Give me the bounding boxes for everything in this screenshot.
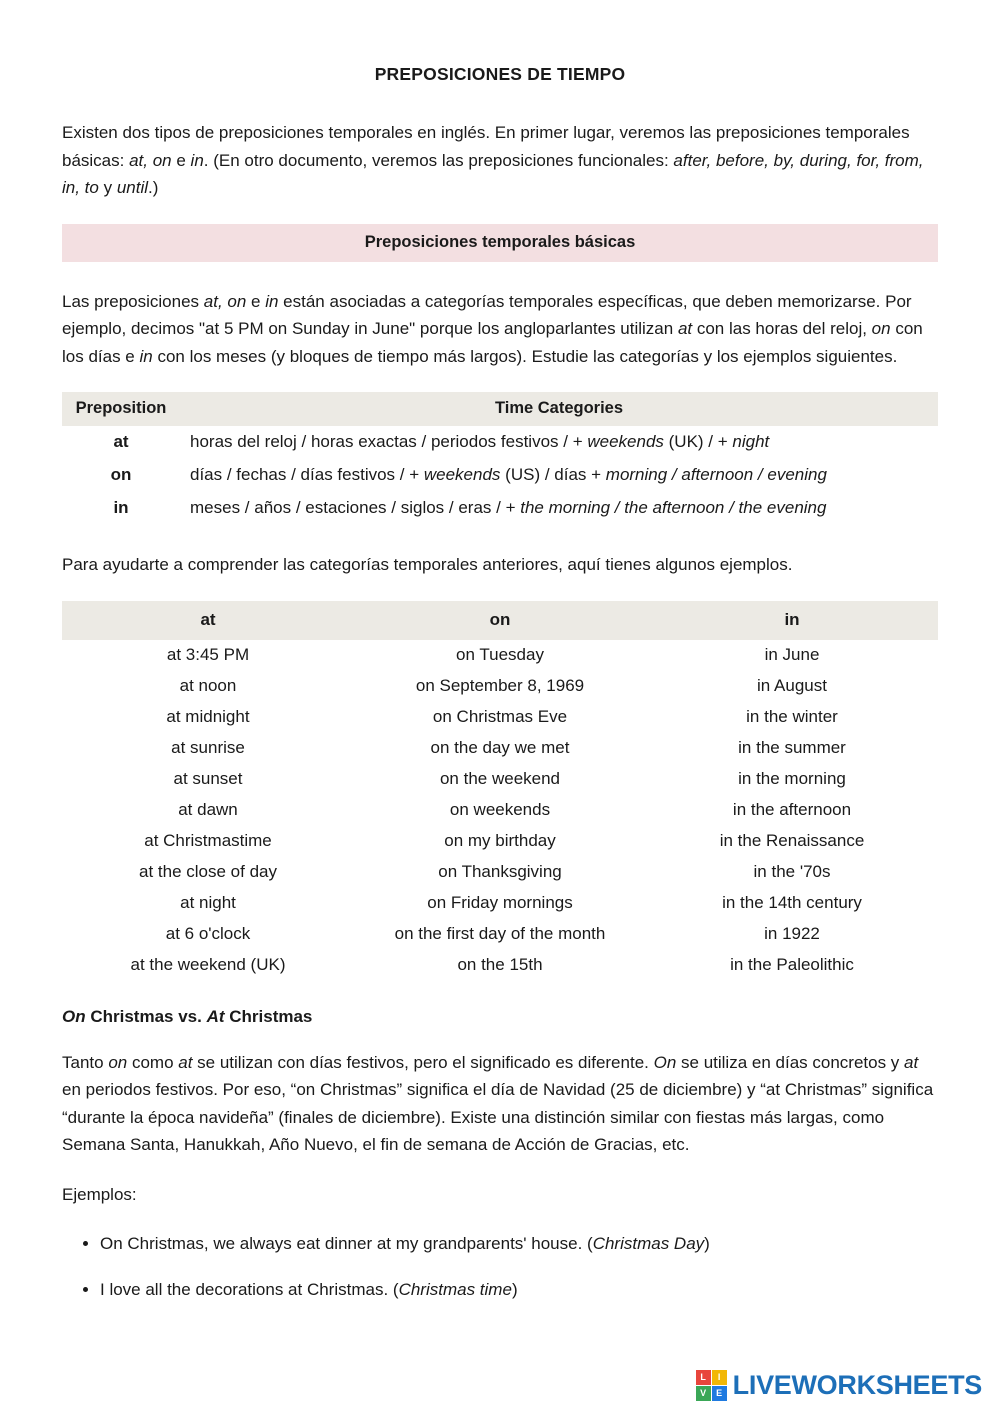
cell-in: in August (757, 675, 827, 695)
fourth-italic-1: on (108, 1052, 128, 1072)
cell-at: at the weekend (UK) (130, 954, 286, 974)
table-row (62, 764, 938, 795)
cell-categories-at (180, 426, 938, 459)
bullet-2-italic: Christmas time (398, 1279, 512, 1299)
subheading-on-vs-at (62, 1007, 938, 1027)
second-italic-5: in (139, 346, 153, 366)
table-row (62, 950, 938, 981)
examples-list (62, 1230, 938, 1302)
cell-in: in June (764, 644, 820, 664)
cell-at: at dawn (178, 799, 238, 819)
cat-on-italic-1: weekends (423, 465, 501, 485)
cell-in: in the afternoon (732, 799, 852, 819)
cat-at-text-1: horas del reloj / horas exactas / periodos festivos / + (190, 432, 588, 452)
subhead-text-2: Christmas (224, 1006, 313, 1026)
intro-text-2: e (171, 150, 191, 170)
column-header-on: on (354, 601, 646, 640)
cat-on-text-1: días / fechas / días festivos / + (190, 465, 424, 485)
table-row (62, 426, 938, 459)
table-row (62, 857, 938, 888)
badge-cell-v: V (696, 1386, 711, 1401)
page-title: PREPOSICIONES DE TIEMPO (374, 64, 626, 84)
intro-text-1: Existen dos tipos de preposiciones temporales en inglés. En primer lugar, veremos las preposiciones temporales básicas: (62, 123, 910, 170)
intro-paragraph (62, 119, 938, 202)
cell-preposition-on: on (110, 465, 132, 485)
fourth-text-1: Tanto (62, 1052, 109, 1072)
badge-cell-i: I (712, 1370, 727, 1385)
bullet-2-text: I love all the decorations at Christmas. ( (100, 1279, 399, 1299)
cell-on: on weekends (449, 799, 551, 819)
list-item (100, 1276, 938, 1303)
badge-cell-e: E (712, 1386, 727, 1401)
cat-on-italic-2: morning / afternoon / evening (605, 465, 827, 485)
second-text-5: con los días e (62, 319, 923, 366)
column-header-preposition: Preposition (62, 392, 180, 426)
cell-at: at midnight (166, 706, 250, 726)
cat-in-text-1: meses / años / estaciones / siglos / eras / + (190, 498, 521, 518)
third-paragraph: Para ayudarte a comprender las categorías temporales anteriores, aquí tienes algunos ejemplos. (62, 555, 793, 575)
cell-at: at night (180, 892, 236, 912)
cell-on: on Friday mornings (427, 892, 573, 912)
cell-in: in 1922 (764, 923, 820, 943)
cat-at-italic-1: weekends (587, 432, 664, 452)
cell-on: on the first day of the month (394, 923, 606, 943)
fourth-paragraph (62, 1049, 938, 1159)
cat-in-italic-1: the morning / the afternoon / the evening (520, 498, 827, 518)
cell-at: at Christmastime (144, 830, 272, 850)
cell-in: in the morning (738, 768, 846, 788)
table-row (62, 492, 938, 525)
second-text-2: e (246, 291, 266, 311)
cell-in: in the winter (746, 706, 838, 726)
second-text-1: Las preposiciones (62, 291, 204, 311)
cell-at: at 3:45 PM (166, 644, 250, 664)
cell-in: in the Paleolithic (730, 954, 854, 974)
examples-label: Ejemplos: (62, 1184, 137, 1204)
cell-on: on the 15th (457, 954, 543, 974)
liveworksheets-wordmark: LIVEWORKSHEETS (732, 1370, 982, 1400)
cell-in: in the Renaissance (719, 830, 865, 850)
table-row (62, 702, 938, 733)
cell-on: on my birthday (444, 830, 556, 850)
intro-italic-2: in (190, 150, 204, 170)
cat-at-text-2: (UK) / + (663, 432, 733, 452)
cell-on: on Thanksgiving (438, 861, 562, 881)
column-header-in: in (646, 601, 938, 640)
intro-italic-4: until (116, 178, 148, 198)
second-italic-4: on (871, 319, 891, 339)
column-header-at: at (62, 601, 354, 640)
fourth-italic-4: at (904, 1052, 919, 1072)
cell-at: at 6 o'clock (165, 923, 251, 943)
table-row (62, 459, 938, 492)
second-text-4: con las horas del reloj, (692, 319, 872, 339)
liveworksheets-logo[interactable] (696, 1370, 982, 1401)
second-text-3: están asociadas a categorías temporales específicas, que deben memorizarse. Por ejemplo, decimos "at 5 PM on Sunday in June" porque los angloparlantes utilizan (62, 291, 912, 339)
second-italic-2: in (265, 291, 279, 311)
subhead-italic-at: At (206, 1006, 225, 1026)
intro-italic-3: after, before, by, during, for, from, in, to (62, 150, 924, 198)
cell-on: on Tuesday (456, 644, 544, 664)
cell-in: in the '70s (753, 861, 831, 881)
badge-cell-l: L (696, 1370, 711, 1385)
bullet-1-text: On Christmas, we always eat dinner at my grandparents' house. ( (100, 1234, 593, 1254)
cell-at: at the close of day (139, 861, 277, 881)
cell-on: on September 8, 1969 (415, 675, 585, 695)
table-row (62, 733, 938, 764)
second-paragraph (62, 288, 938, 371)
bullet-1-italic: Christmas Day (592, 1234, 705, 1254)
cell-categories-in (180, 492, 938, 525)
table-row (62, 826, 938, 857)
fourth-text-5: en periodos festivos. Por eso, “on Christmas” significa el día de Navidad (25 de diciembre) y “at Christmas” significa “durante la época navideña” (finales de diciembre). Existe una distinción similar con fiestas más largas, como Semana Santa, Hanukkah, Año Nuevo, el fin de semana de Acción de Gracias, etc. (62, 1080, 934, 1155)
cell-at: at sunset (173, 768, 243, 788)
intro-text-3: . (En otro documento, veremos las preposiciones funcionales: (203, 150, 674, 170)
cell-preposition-in: in (113, 498, 129, 518)
fourth-text-4: se utiliza en días concretos y (676, 1052, 905, 1072)
preposition-categories-table (62, 392, 938, 525)
table-row (62, 671, 938, 702)
cat-on-text-2: (US) / días + (500, 465, 606, 485)
fourth-italic-2: at (178, 1052, 193, 1072)
intro-italic-1: at, on (129, 150, 172, 170)
intro-text-5: .) (148, 178, 159, 198)
cell-categories-on (180, 459, 938, 492)
cat-at-italic-2: night (732, 432, 770, 452)
table-row (62, 919, 938, 950)
subhead-italic-on: On (62, 1006, 86, 1026)
cell-at: at noon (179, 675, 237, 695)
intro-text-4: y (98, 178, 117, 198)
fourth-text-2: como (127, 1052, 179, 1072)
bullet-1-tail: ) (704, 1234, 710, 1254)
second-italic-1: at, on (203, 291, 247, 311)
table-header-row (62, 601, 938, 640)
cell-on: on the weekend (439, 768, 561, 788)
subhead-text-1: Christmas vs. (85, 1006, 207, 1026)
table-row (62, 888, 938, 919)
column-header-time-categories: Time Categories (180, 392, 938, 426)
bullet-2-tail: ) (511, 1279, 518, 1299)
cell-preposition-at: at (113, 432, 129, 452)
liveworksheets-badge-icon (696, 1370, 727, 1401)
cell-in: in the 14th century (722, 892, 862, 912)
table-row (62, 795, 938, 826)
fourth-text-3: se utilizan con días festivos, pero el significado es diferente. (192, 1052, 654, 1072)
list-item (100, 1230, 938, 1257)
table-row (62, 640, 938, 671)
cell-on: on the day we met (430, 737, 570, 757)
second-text-6: con los meses (y bloques de tiempo más largos). Estudie las categorías y los ejemplos siguientes. (152, 346, 898, 366)
cell-at: at sunrise (171, 737, 245, 757)
fourth-italic-3: On (653, 1052, 677, 1072)
section-band-basic-prepositions: Preposiciones temporales básicas (62, 224, 938, 262)
examples-table (62, 601, 938, 981)
cell-on: on Christmas Eve (432, 706, 568, 726)
second-italic-3: at (677, 319, 693, 339)
table-header-row (62, 392, 938, 426)
cell-in: in the summer (738, 737, 846, 757)
